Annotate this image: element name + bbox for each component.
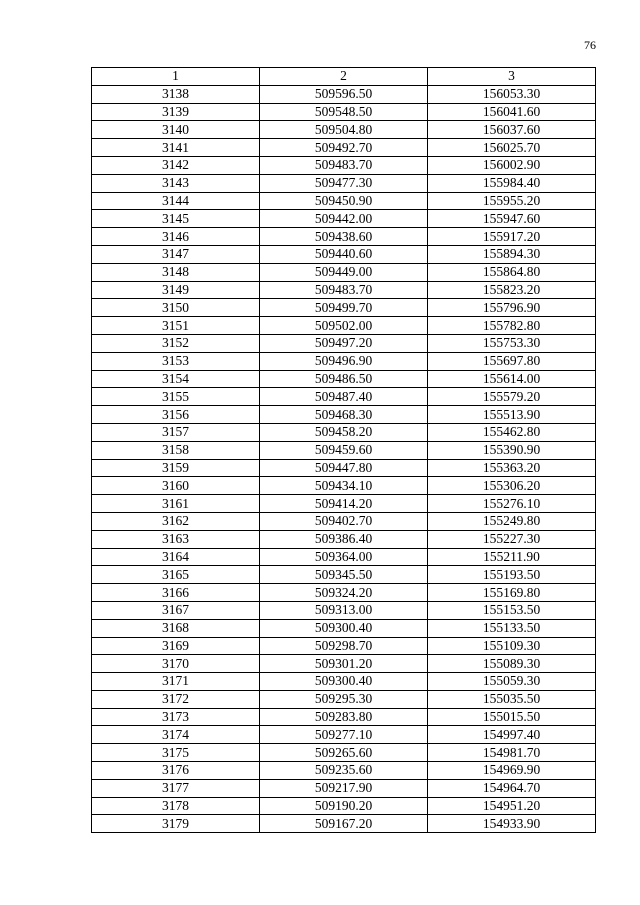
point-number-cell: 3144 (92, 192, 260, 210)
y-coordinate-cell: 155059.30 (428, 673, 596, 691)
x-coordinate-cell: 509487.40 (260, 388, 428, 406)
x-coordinate-cell: 509386.40 (260, 530, 428, 548)
table-row (92, 495, 596, 513)
y-coordinate-cell: 155153.50 (428, 601, 596, 619)
y-coordinate-cell: 155089.30 (428, 655, 596, 673)
y-coordinate-cell: 154951.20 (428, 797, 596, 815)
y-coordinate-cell: 155363.20 (428, 459, 596, 477)
table-row (92, 281, 596, 299)
y-coordinate-cell: 154997.40 (428, 726, 596, 744)
y-coordinate-cell: 154964.70 (428, 779, 596, 797)
point-number-cell: 3161 (92, 495, 260, 513)
x-coordinate-cell: 509596.50 (260, 85, 428, 103)
x-coordinate-cell: 509486.50 (260, 370, 428, 388)
point-number-cell: 3157 (92, 423, 260, 441)
x-coordinate-cell: 509442.00 (260, 210, 428, 228)
y-coordinate-cell: 156053.30 (428, 85, 596, 103)
table-body (92, 85, 596, 832)
x-coordinate-cell: 509345.50 (260, 566, 428, 584)
x-coordinate-cell: 509496.90 (260, 352, 428, 370)
point-number-cell: 3160 (92, 477, 260, 495)
table-row (92, 334, 596, 352)
y-coordinate-cell: 155697.80 (428, 352, 596, 370)
table-header-row (92, 68, 596, 86)
point-number-cell: 3171 (92, 673, 260, 691)
table-row (92, 637, 596, 655)
x-coordinate-cell: 509364.00 (260, 548, 428, 566)
y-coordinate-cell: 155249.80 (428, 512, 596, 530)
x-coordinate-cell: 509217.90 (260, 779, 428, 797)
y-coordinate-cell: 155823.20 (428, 281, 596, 299)
y-coordinate-cell: 155276.10 (428, 495, 596, 513)
table-row (92, 619, 596, 637)
x-coordinate-cell: 509492.70 (260, 139, 428, 157)
table-row (92, 762, 596, 780)
table-row (92, 388, 596, 406)
y-coordinate-cell: 155894.30 (428, 245, 596, 263)
point-number-cell: 3159 (92, 459, 260, 477)
y-coordinate-cell: 155864.80 (428, 263, 596, 281)
table-row (92, 370, 596, 388)
y-coordinate-cell: 155133.50 (428, 619, 596, 637)
x-coordinate-cell: 509235.60 (260, 762, 428, 780)
y-coordinate-cell: 155917.20 (428, 228, 596, 246)
x-coordinate-cell: 509414.20 (260, 495, 428, 513)
y-coordinate-cell: 155211.90 (428, 548, 596, 566)
coordinates-table (91, 67, 596, 833)
point-number-cell: 3141 (92, 139, 260, 157)
table-row (92, 512, 596, 530)
x-coordinate-cell: 509499.70 (260, 299, 428, 317)
y-coordinate-cell: 156037.60 (428, 121, 596, 139)
column-header-3: 3 (428, 68, 596, 86)
point-number-cell: 3163 (92, 530, 260, 548)
point-number-cell: 3148 (92, 263, 260, 281)
y-coordinate-cell: 155782.80 (428, 317, 596, 335)
point-number-cell: 3169 (92, 637, 260, 655)
table-row (92, 406, 596, 424)
point-number-cell: 3147 (92, 245, 260, 263)
point-number-cell: 3140 (92, 121, 260, 139)
point-number-cell: 3178 (92, 797, 260, 815)
y-coordinate-cell: 155947.60 (428, 210, 596, 228)
y-coordinate-cell: 155614.00 (428, 370, 596, 388)
table-row (92, 530, 596, 548)
y-coordinate-cell: 155306.20 (428, 477, 596, 495)
table-row (92, 459, 596, 477)
x-coordinate-cell: 509434.10 (260, 477, 428, 495)
point-number-cell: 3151 (92, 317, 260, 335)
x-coordinate-cell: 509300.40 (260, 673, 428, 691)
table-row (92, 103, 596, 121)
point-number-cell: 3149 (92, 281, 260, 299)
x-coordinate-cell: 509450.90 (260, 192, 428, 210)
x-coordinate-cell: 509283.80 (260, 708, 428, 726)
table-row (92, 797, 596, 815)
point-number-cell: 3179 (92, 815, 260, 833)
point-number-cell: 3172 (92, 690, 260, 708)
table-row (92, 174, 596, 192)
x-coordinate-cell: 509483.70 (260, 156, 428, 174)
point-number-cell: 3158 (92, 441, 260, 459)
table-row (92, 744, 596, 762)
x-coordinate-cell: 509458.20 (260, 423, 428, 441)
x-coordinate-cell: 509504.80 (260, 121, 428, 139)
column-header-2: 2 (260, 68, 428, 86)
point-number-cell: 3166 (92, 584, 260, 602)
x-coordinate-cell: 509190.20 (260, 797, 428, 815)
table-row (92, 352, 596, 370)
point-number-cell: 3164 (92, 548, 260, 566)
table-row (92, 317, 596, 335)
table-row (92, 779, 596, 797)
table-row (92, 584, 596, 602)
x-coordinate-cell: 509438.60 (260, 228, 428, 246)
point-number-cell: 3138 (92, 85, 260, 103)
point-number-cell: 3145 (92, 210, 260, 228)
table-row (92, 192, 596, 210)
point-number-cell: 3146 (92, 228, 260, 246)
page-number: 76 (584, 38, 596, 52)
table-row (92, 121, 596, 139)
table-row (92, 263, 596, 281)
point-number-cell: 3153 (92, 352, 260, 370)
point-number-cell: 3143 (92, 174, 260, 192)
table-row (92, 726, 596, 744)
point-number-cell: 3156 (92, 406, 260, 424)
table-row (92, 548, 596, 566)
x-coordinate-cell: 509298.70 (260, 637, 428, 655)
x-coordinate-cell: 509459.60 (260, 441, 428, 459)
y-coordinate-cell: 155227.30 (428, 530, 596, 548)
x-coordinate-cell: 509167.20 (260, 815, 428, 833)
table-row (92, 228, 596, 246)
table-row (92, 815, 596, 833)
y-coordinate-cell: 155169.80 (428, 584, 596, 602)
table-row (92, 441, 596, 459)
x-coordinate-cell: 509277.10 (260, 726, 428, 744)
y-coordinate-cell: 155753.30 (428, 334, 596, 352)
y-coordinate-cell: 155513.90 (428, 406, 596, 424)
table-row (92, 673, 596, 691)
y-coordinate-cell: 155035.50 (428, 690, 596, 708)
x-coordinate-cell: 509313.00 (260, 601, 428, 619)
y-coordinate-cell: 156002.90 (428, 156, 596, 174)
table-row (92, 245, 596, 263)
x-coordinate-cell: 509502.00 (260, 317, 428, 335)
table-row (92, 423, 596, 441)
y-coordinate-cell: 155796.90 (428, 299, 596, 317)
x-coordinate-cell: 509301.20 (260, 655, 428, 673)
table-row (92, 566, 596, 584)
x-coordinate-cell: 509324.20 (260, 584, 428, 602)
point-number-cell: 3170 (92, 655, 260, 673)
x-coordinate-cell: 509477.30 (260, 174, 428, 192)
y-coordinate-cell: 156041.60 (428, 103, 596, 121)
y-coordinate-cell: 155390.90 (428, 441, 596, 459)
y-coordinate-cell: 155109.30 (428, 637, 596, 655)
y-coordinate-cell: 154933.90 (428, 815, 596, 833)
point-number-cell: 3176 (92, 762, 260, 780)
table-row (92, 477, 596, 495)
x-coordinate-cell: 509497.20 (260, 334, 428, 352)
point-number-cell: 3152 (92, 334, 260, 352)
x-coordinate-cell: 509483.70 (260, 281, 428, 299)
table-row (92, 299, 596, 317)
x-coordinate-cell: 509447.80 (260, 459, 428, 477)
y-coordinate-cell: 155462.80 (428, 423, 596, 441)
point-number-cell: 3154 (92, 370, 260, 388)
table-row (92, 601, 596, 619)
point-number-cell: 3162 (92, 512, 260, 530)
table-row (92, 655, 596, 673)
y-coordinate-cell: 156025.70 (428, 139, 596, 157)
table-row (92, 708, 596, 726)
table-row (92, 156, 596, 174)
y-coordinate-cell: 155984.40 (428, 174, 596, 192)
y-coordinate-cell: 154969.90 (428, 762, 596, 780)
x-coordinate-cell: 509449.00 (260, 263, 428, 281)
point-number-cell: 3142 (92, 156, 260, 174)
x-coordinate-cell: 509295.30 (260, 690, 428, 708)
point-number-cell: 3150 (92, 299, 260, 317)
point-number-cell: 3165 (92, 566, 260, 584)
x-coordinate-cell: 509300.40 (260, 619, 428, 637)
y-coordinate-cell: 155193.50 (428, 566, 596, 584)
column-header-1: 1 (92, 68, 260, 86)
y-coordinate-cell: 154981.70 (428, 744, 596, 762)
x-coordinate-cell: 509468.30 (260, 406, 428, 424)
table-row (92, 210, 596, 228)
x-coordinate-cell: 509265.60 (260, 744, 428, 762)
table-row (92, 139, 596, 157)
point-number-cell: 3167 (92, 601, 260, 619)
table-row (92, 690, 596, 708)
y-coordinate-cell: 155015.50 (428, 708, 596, 726)
point-number-cell: 3168 (92, 619, 260, 637)
point-number-cell: 3173 (92, 708, 260, 726)
table-row (92, 85, 596, 103)
y-coordinate-cell: 155579.20 (428, 388, 596, 406)
point-number-cell: 3175 (92, 744, 260, 762)
point-number-cell: 3155 (92, 388, 260, 406)
x-coordinate-cell: 509440.60 (260, 245, 428, 263)
point-number-cell: 3177 (92, 779, 260, 797)
point-number-cell: 3174 (92, 726, 260, 744)
y-coordinate-cell: 155955.20 (428, 192, 596, 210)
x-coordinate-cell: 509402.70 (260, 512, 428, 530)
x-coordinate-cell: 509548.50 (260, 103, 428, 121)
point-number-cell: 3139 (92, 103, 260, 121)
